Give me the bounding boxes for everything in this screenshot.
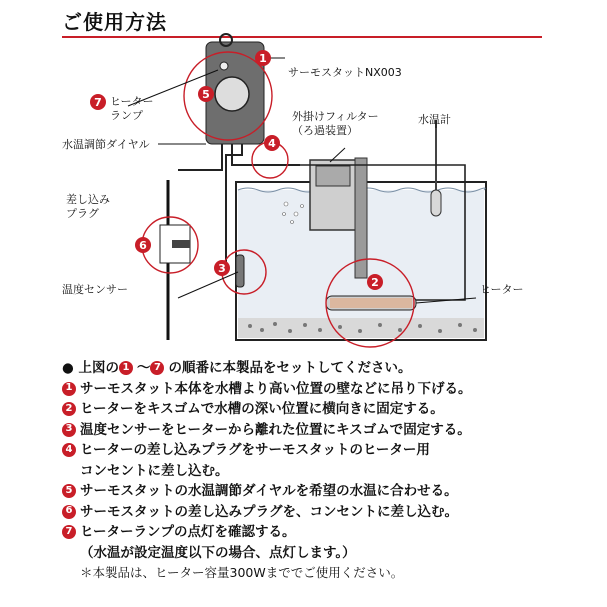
step-text: 温度センサーをヒーターから離れた位置にキスゴムで固定する。	[80, 421, 471, 438]
step-text: ヒーターランプの点灯を確認する。	[80, 524, 296, 540]
step-text: サーモスタット本体を水槽より高い位置の壁などに吊り下げる。	[80, 380, 472, 397]
page-title: ご使用方法	[62, 10, 167, 34]
step-2	[62, 399, 582, 420]
step-text: ヒーターをキスゴムで水槽の深い位置に横向きに固定する。	[80, 401, 444, 417]
heater-lamp	[220, 62, 228, 70]
heater-element	[330, 298, 412, 308]
label-heater-lamp-2: ランプ	[110, 109, 143, 122]
step-text: ヒーターの差し込みプラグをサーモスタットのヒーター用	[80, 442, 430, 458]
gravel-bed	[238, 318, 484, 338]
temperature-sensor	[236, 255, 244, 287]
step-4	[62, 440, 582, 461]
marker-3-number: 3	[218, 262, 226, 275]
step-3	[62, 420, 582, 441]
marker-5-number: 5	[202, 88, 210, 101]
label-filter-1: 外掛けフィルター	[292, 110, 379, 123]
intro-line	[62, 358, 582, 379]
marker-2-number: 2	[371, 276, 379, 289]
step-number: 3	[62, 423, 76, 437]
step-number: 6	[62, 505, 76, 519]
step-5	[62, 481, 582, 502]
intro-prefix: ● 上図の	[62, 360, 119, 376]
step-1	[62, 379, 582, 400]
power-cord	[178, 144, 222, 170]
step-7-note: （水温が設定温度以下の場合、点灯します。）	[80, 544, 356, 561]
range-start-number: 1	[119, 361, 133, 375]
label-thermometer: 水温計	[418, 113, 451, 126]
label-thermostat: サーモスタットNX003	[288, 66, 402, 79]
label-heater-lamp-1: ヒーター	[110, 95, 154, 108]
instruction-list	[62, 358, 582, 584]
label-sensor: 温度センサー	[62, 283, 128, 296]
step-number: 1	[62, 382, 76, 396]
marker-6-number: 6	[139, 239, 147, 252]
label-plug-2: プラグ	[66, 207, 99, 220]
label-heater: ヒーター	[480, 283, 524, 296]
step-number: 5	[62, 484, 76, 498]
marker-7-number: 7	[94, 96, 102, 109]
intro-suffix: の順番に本製品をセットしてください。	[168, 360, 412, 376]
step-text: サーモスタットの差し込みプラグを、コンセントに差し込む。	[80, 503, 458, 520]
label-filter-2: （ろ過装置）	[292, 124, 358, 137]
footnote: ＊本製品は、ヒーター容量300Wまででご使用ください。	[80, 565, 404, 580]
step-number: 4	[62, 443, 76, 457]
power-plug	[172, 240, 190, 248]
thermometer	[431, 190, 441, 216]
filter-lid	[316, 166, 350, 186]
step-text: サーモスタットの水温調節ダイヤルを希望の水温に合わせる。	[80, 483, 458, 499]
marker-4-number: 4	[268, 137, 276, 150]
range-end-number: 7	[150, 361, 164, 375]
step-number: 7	[62, 525, 76, 539]
label-plug-1: 差し込み	[66, 193, 110, 206]
label-dial: 水温調節ダイヤル	[62, 138, 150, 151]
step-4-continuation: コンセントに差し込む。	[80, 462, 229, 479]
range-separator: 〜	[136, 360, 151, 376]
marker-1-number: 1	[259, 52, 267, 65]
temperature-dial	[215, 77, 249, 111]
step-7	[62, 522, 582, 543]
step-6	[62, 502, 582, 523]
step-number: 2	[62, 402, 76, 416]
